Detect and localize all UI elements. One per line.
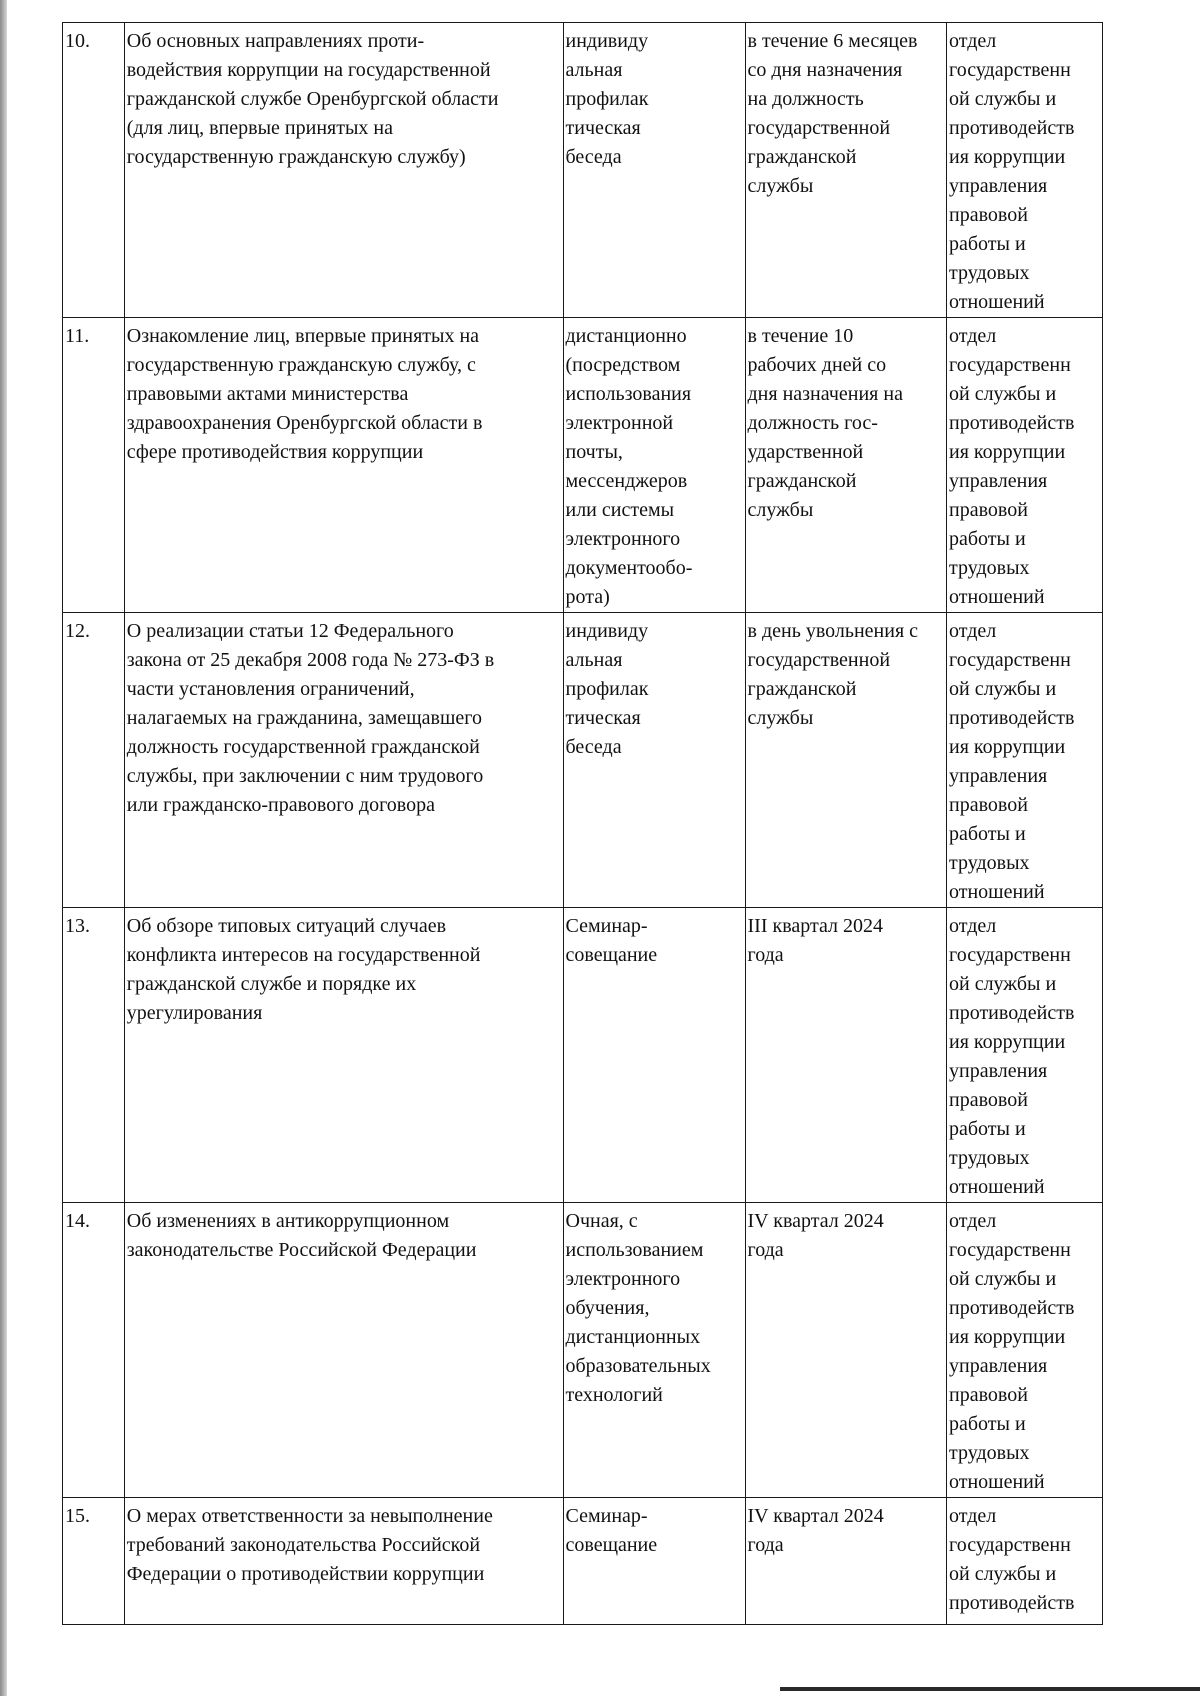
- table-row: [63, 1203, 1103, 1498]
- row-number: 12.: [63, 613, 125, 908]
- row-form: индивиду альная профилак тическая беседа: [563, 613, 745, 908]
- row-form: Семинар- совещание: [563, 908, 745, 1203]
- row-number: 14.: [63, 1203, 125, 1498]
- measures-table: [62, 22, 1103, 1625]
- table-row: [63, 23, 1103, 318]
- row-form: дистанционно (посредством использования электронной почты, мессенджеров или системы электронного документообо- рота): [563, 318, 745, 613]
- row-responsible: отдел государственн ой службы и противодейств ия коррупции управления правовой работы и трудовых отношений: [947, 318, 1103, 613]
- row-number: 13.: [63, 908, 125, 1203]
- row-responsible: отдел государственн ой службы и противодейств: [947, 1498, 1103, 1625]
- row-topic: Об изменениях в антикоррупционном законодательстве Российской Федерации: [124, 1203, 563, 1498]
- row-term: в течение 10 рабочих дней со дня назначения на должность гос- ударственной гражданской службы: [745, 318, 947, 613]
- row-term: в течение 6 месяцев со дня назначения на должность государственной гражданской службы: [745, 23, 947, 318]
- row-number: 15.: [63, 1498, 125, 1625]
- row-responsible: отдел государственн ой службы и противодейств ия коррупции управления правовой работы и трудовых отношений: [947, 1203, 1103, 1498]
- table-row: [63, 318, 1103, 613]
- row-topic: О мерах ответственности за невыполнение требований законодательства Российской Федерации о противодействии коррупции: [124, 1498, 563, 1625]
- row-topic: О реализации статьи 12 Федерального закона от 25 декабря 2008 года № 273-ФЗ в части установления ограничений, налагаемых на гражданина, замещавшего должность государственной гражданской службы, при заключении с ним трудового или гражданско-правового договора: [124, 613, 563, 908]
- table-row: [63, 1498, 1103, 1625]
- row-responsible: отдел государственн ой службы и противодейств ия коррупции управления правовой работы и трудовых отношений: [947, 908, 1103, 1203]
- row-form: индивиду альная профилак тическая беседа: [563, 23, 745, 318]
- row-form: Семинар- совещание: [563, 1498, 745, 1625]
- row-number: 11.: [63, 318, 125, 613]
- row-topic: Об основных направлениях проти- водействия коррупции на государственной гражданской службе Оренбургской области (для лиц, впервые принятых на государственную гражданскую службу): [124, 23, 563, 318]
- row-term: IV квартал 2024 года: [745, 1203, 947, 1498]
- table-row: [63, 613, 1103, 908]
- table-row: [63, 908, 1103, 1203]
- row-form: Очная, с использованием электронного обучения, дистанционных образовательных технологий: [563, 1203, 745, 1498]
- row-term: IV квартал 2024 года: [745, 1498, 947, 1625]
- row-topic: Ознакомление лиц, впервые принятых на государственную гражданскую службу, с правовыми актами министерства здравоохранения Оренбургской области в сфере противодействия коррупции: [124, 318, 563, 613]
- row-responsible: отдел государственн ой службы и противодейств ия коррупции управления правовой работы и трудовых отношений: [947, 613, 1103, 908]
- row-number: 10.: [63, 23, 125, 318]
- row-responsible: отдел государственн ой службы и противодейств ия коррупции управления правовой работы и трудовых отношений: [947, 23, 1103, 318]
- scan-left-edge: [0, 0, 7, 1696]
- row-term: в день увольнения с государственной гражданской службы: [745, 613, 947, 908]
- scan-bottom-line: [780, 1687, 1200, 1691]
- row-term: III квартал 2024 года: [745, 908, 947, 1203]
- row-topic: Об обзоре типовых ситуаций случаев конфликта интересов на государственной гражданской службе и порядке их урегулирования: [124, 908, 563, 1203]
